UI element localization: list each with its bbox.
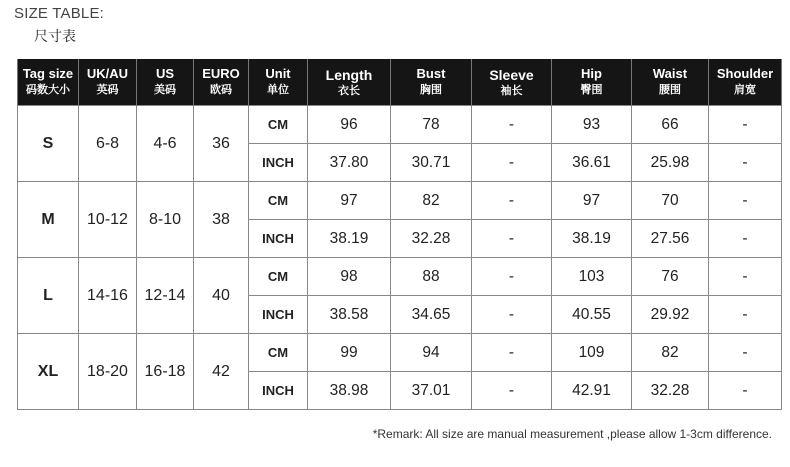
header-sleeve xyxy=(472,59,552,106)
uk-au-cell: 6-8 xyxy=(79,106,137,182)
header-shoulder xyxy=(709,59,782,106)
waist-cell: 76 xyxy=(632,258,709,296)
hip-cell: 97 xyxy=(552,182,632,220)
hip-cell: 40.55 xyxy=(552,296,632,334)
unit-cell: INCH xyxy=(249,372,308,410)
sleeve-cell: - xyxy=(472,334,552,372)
shoulder-cell: - xyxy=(709,334,782,372)
unit-cell: CM xyxy=(249,106,308,144)
shoulder-cell: - xyxy=(709,220,782,258)
waist-cell: 66 xyxy=(632,106,709,144)
waist-cell: 25.98 xyxy=(632,144,709,182)
table-row xyxy=(18,334,782,372)
uk-au-cell: 10-12 xyxy=(79,182,137,258)
uk-au-cell: 18-20 xyxy=(79,334,137,410)
bust-cell: 34.65 xyxy=(391,296,472,334)
header-sublabel: 衣长 xyxy=(338,83,360,97)
shoulder-cell: - xyxy=(709,258,782,296)
header-label: Bust xyxy=(416,66,446,82)
table-row xyxy=(18,258,782,296)
length-cell: 99 xyxy=(308,334,391,372)
header-length xyxy=(308,59,391,106)
tag-size-cell: XL xyxy=(18,334,79,410)
size-table xyxy=(17,59,782,410)
header-sublabel: 腰围 xyxy=(659,83,681,97)
size-table-title: SIZE TABLE: xyxy=(14,5,105,22)
header-sublabel: 臀围 xyxy=(580,83,603,97)
hip-cell: 109 xyxy=(552,334,632,372)
hip-cell: 38.19 xyxy=(552,220,632,258)
sleeve-cell: - xyxy=(472,372,552,410)
table-row xyxy=(18,182,782,220)
euro-cell: 42 xyxy=(194,334,249,410)
bust-cell: 82 xyxy=(391,182,472,220)
us-cell: 4-6 xyxy=(137,106,194,182)
header-row xyxy=(18,59,782,106)
header-label: Waist xyxy=(652,66,688,82)
header-sublabel: 码数大小 xyxy=(26,83,70,97)
waist-cell: 27.56 xyxy=(632,220,709,258)
shoulder-cell: - xyxy=(709,296,782,334)
shoulder-cell: - xyxy=(709,182,782,220)
euro-cell: 40 xyxy=(194,258,249,334)
shoulder-cell: - xyxy=(709,106,782,144)
hip-cell: 103 xyxy=(552,258,632,296)
header-label: EURO xyxy=(202,66,240,82)
length-cell: 98 xyxy=(308,258,391,296)
header-sublabel: 肩宽 xyxy=(734,83,756,97)
header-hip xyxy=(552,59,632,106)
unit-cell: INCH xyxy=(249,220,308,258)
waist-cell: 70 xyxy=(632,182,709,220)
length-cell: 38.19 xyxy=(308,220,391,258)
header-label: Sleeve xyxy=(489,66,534,83)
bust-cell: 88 xyxy=(391,258,472,296)
header-sublabel: 欧码 xyxy=(210,83,232,97)
sleeve-cell: - xyxy=(472,220,552,258)
header-euro xyxy=(194,59,249,106)
us-cell: 16-18 xyxy=(137,334,194,410)
unit-cell: CM xyxy=(249,182,308,220)
header-tag-size xyxy=(18,59,79,106)
us-cell: 8-10 xyxy=(137,182,194,258)
sleeve-cell: - xyxy=(472,144,552,182)
length-cell: 37.80 xyxy=(308,144,391,182)
bust-cell: 37.01 xyxy=(391,372,472,410)
hip-cell: 42.91 xyxy=(552,372,632,410)
header-us xyxy=(137,59,194,106)
euro-cell: 38 xyxy=(194,182,249,258)
remark-note: *Remark: All size are manual measurement ,please allow 1-3cm difference. xyxy=(372,427,772,441)
waist-cell: 82 xyxy=(632,334,709,372)
waist-cell: 29.92 xyxy=(632,296,709,334)
header-sublabel: 英码 xyxy=(96,83,119,97)
header-sublabel: 美码 xyxy=(154,83,176,97)
header-bust xyxy=(391,59,472,106)
shoulder-cell: - xyxy=(709,144,782,182)
waist-cell: 32.28 xyxy=(632,372,709,410)
sleeve-cell: - xyxy=(472,182,552,220)
unit-cell: INCH xyxy=(249,144,308,182)
sleeve-cell: - xyxy=(472,296,552,334)
shoulder-cell: - xyxy=(709,372,782,410)
euro-cell: 36 xyxy=(194,106,249,182)
length-cell: 96 xyxy=(308,106,391,144)
header-label: Unit xyxy=(265,66,291,82)
header-unit xyxy=(249,59,308,106)
bust-cell: 78 xyxy=(391,106,472,144)
header-sublabel: 袖长 xyxy=(500,83,523,97)
bust-cell: 94 xyxy=(391,334,472,372)
header-uk-au xyxy=(79,59,137,106)
tag-size-cell: M xyxy=(18,182,79,258)
size-table-subtitle: 尺寸表 xyxy=(34,29,76,45)
length-cell: 97 xyxy=(308,182,391,220)
length-cell: 38.58 xyxy=(308,296,391,334)
tag-size-cell: L xyxy=(18,258,79,334)
header-label: Hip xyxy=(581,66,602,82)
hip-cell: 36.61 xyxy=(552,144,632,182)
header-label: Shoulder xyxy=(716,66,774,82)
us-cell: 12-14 xyxy=(137,258,194,334)
header-sublabel: 胸围 xyxy=(420,83,442,97)
header-label: Tag size xyxy=(22,66,74,82)
header-sublabel: 单位 xyxy=(267,83,289,97)
unit-cell: CM xyxy=(249,334,308,372)
header-label: UK/AU xyxy=(86,66,129,82)
bust-cell: 32.28 xyxy=(391,220,472,258)
header-label: US xyxy=(155,66,175,82)
sleeve-cell: - xyxy=(472,258,552,296)
bust-cell: 30.71 xyxy=(391,144,472,182)
table-row xyxy=(18,106,782,144)
header-waist xyxy=(632,59,709,106)
hip-cell: 93 xyxy=(552,106,632,144)
uk-au-cell: 14-16 xyxy=(79,258,137,334)
tag-size-cell: S xyxy=(18,106,79,182)
length-cell: 38.98 xyxy=(308,372,391,410)
unit-cell: CM xyxy=(249,258,308,296)
header-label: Length xyxy=(325,66,373,83)
unit-cell: INCH xyxy=(249,296,308,334)
sleeve-cell: - xyxy=(472,106,552,144)
